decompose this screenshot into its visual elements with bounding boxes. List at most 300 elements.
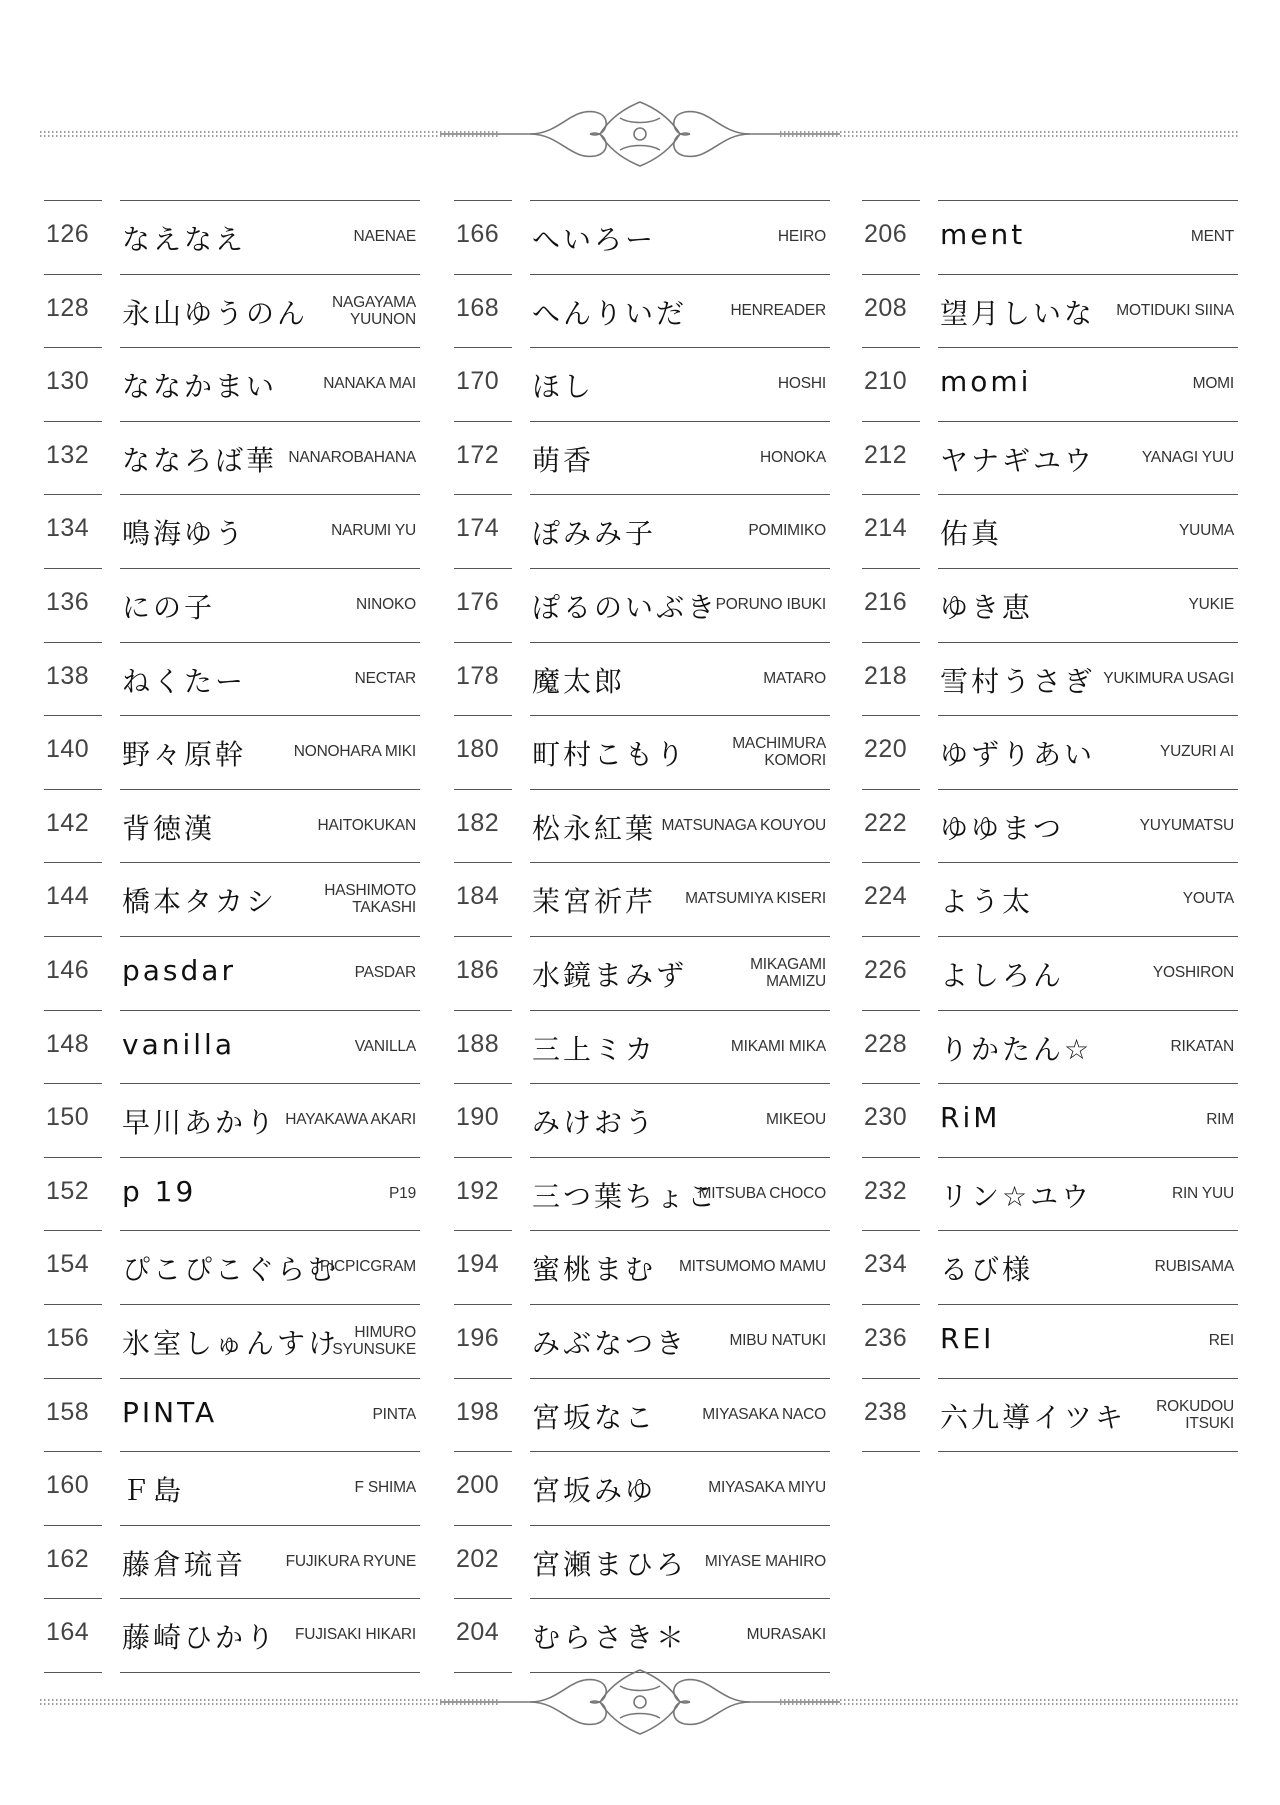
artist-romaji: MATARO — [763, 669, 826, 687]
rule-line — [862, 789, 920, 790]
rule-line — [530, 274, 830, 275]
index-entry — [454, 642, 834, 716]
artist-name: りかたん☆ — [940, 1032, 1093, 1066]
rule-line — [44, 862, 102, 863]
artist-name: ななろば華 — [122, 443, 278, 477]
rule-line — [862, 862, 920, 863]
artist-name: 宮瀬まひろ — [532, 1547, 688, 1581]
artist-name: ぴこぴこぐらむ — [122, 1253, 340, 1287]
artist-romaji: MIYASAKA NACO — [702, 1405, 826, 1423]
rule-line — [454, 347, 512, 348]
rule-line — [44, 1157, 102, 1158]
rule-line — [530, 1525, 830, 1526]
artist-romaji: MOTIDUKI SIINA — [1116, 301, 1234, 319]
page-number: 166 — [456, 220, 500, 248]
artist-name: ゆゆまつ — [940, 811, 1065, 845]
rule-line — [530, 421, 830, 422]
page-number: 194 — [456, 1250, 500, 1279]
artist-romaji: NAGAYAMA YUUNON — [332, 293, 416, 328]
artist-name: PINTA — [122, 1395, 218, 1429]
artist-name: みぶなつき — [532, 1326, 688, 1360]
page-number: 224 — [864, 882, 908, 911]
artist-name: 松永紅葉 — [532, 811, 657, 845]
artist-name: pasdar — [122, 953, 236, 987]
rule-line — [530, 642, 830, 643]
rule-line — [120, 862, 420, 863]
artist-name: 町村こもり — [532, 738, 688, 772]
rule-line — [454, 1451, 512, 1452]
rule-line — [862, 274, 920, 275]
rule-line — [454, 1083, 512, 1084]
artist-romaji: MITSUBA CHOCO — [698, 1184, 826, 1202]
index-entry — [862, 1304, 1242, 1378]
rule-line — [44, 421, 102, 422]
rule-line — [938, 1378, 1238, 1379]
rule-line — [120, 1157, 420, 1158]
page-number: 204 — [456, 1618, 500, 1647]
rule-line — [862, 1230, 920, 1231]
rule-line — [862, 1010, 920, 1011]
index-entry — [454, 274, 834, 348]
artist-name: 六九導イツキ — [940, 1400, 1127, 1434]
artist-romaji: MIYASAKA MIYU — [708, 1479, 826, 1497]
index-entry — [454, 1304, 834, 1378]
artist-name: ほし — [532, 370, 595, 404]
page-number: 176 — [456, 587, 500, 616]
page-number: 232 — [864, 1176, 908, 1205]
artist-name: ゆずりあい — [940, 738, 1096, 772]
artist-name: 永山ゆうのん — [122, 296, 309, 330]
rule-line — [530, 568, 830, 569]
page-number: 218 — [864, 661, 908, 690]
artist-romaji: MIYASE MAHIRO — [704, 1552, 826, 1570]
rule-line — [862, 1083, 920, 1084]
rule-line — [120, 494, 420, 495]
index-entry — [44, 1525, 424, 1599]
artist-romaji: YUUMA — [1179, 522, 1234, 540]
artist-romaji: MITSUMOMO MAMU — [678, 1258, 826, 1276]
index-entry — [44, 1230, 424, 1304]
page-number: 182 — [456, 808, 500, 837]
index-entry — [44, 715, 424, 789]
artist-name: 魔太郎 — [532, 664, 626, 698]
rule-line — [44, 347, 102, 348]
rule-line — [44, 715, 102, 716]
rule-line — [938, 274, 1238, 275]
rule-line — [530, 347, 830, 348]
artist-name: なえなえ — [122, 223, 247, 256]
rule-line — [454, 1230, 512, 1231]
page-number: 174 — [456, 514, 500, 543]
index-entry — [44, 789, 424, 863]
artist-romaji: FUJISAKI HIKARI — [294, 1626, 416, 1644]
page-number: 168 — [456, 293, 500, 322]
artist-name: 萌香 — [532, 443, 595, 477]
page-number: 220 — [864, 735, 908, 764]
page-number: 230 — [864, 1103, 908, 1132]
rule-line — [530, 936, 830, 937]
rule-line — [120, 789, 420, 790]
page-number: 228 — [864, 1029, 908, 1058]
rule-line — [938, 715, 1238, 716]
page-number: 126 — [46, 220, 90, 248]
rule-line — [862, 494, 920, 495]
rule-line — [44, 1378, 102, 1379]
artist-name: よう太 — [940, 885, 1034, 919]
artist-romaji: RIM — [1206, 1111, 1234, 1129]
rule-line — [938, 421, 1238, 422]
rule-line — [120, 568, 420, 569]
page-number: 222 — [864, 808, 908, 837]
rule-line — [862, 568, 920, 569]
rule-line — [454, 1010, 512, 1011]
index-entry — [44, 347, 424, 421]
index-entry — [454, 1157, 834, 1231]
rule-line — [44, 274, 102, 275]
artist-name: 氷室しゅんすけ — [122, 1326, 340, 1360]
index-entry — [454, 1010, 834, 1084]
rule-line — [120, 274, 420, 275]
artist-name: 佑真 — [940, 517, 1003, 551]
artist-name: 水鏡まみず — [532, 958, 688, 992]
rule-line — [120, 642, 420, 643]
rule-line — [120, 421, 420, 422]
index-entry — [454, 568, 834, 642]
rule-line — [938, 936, 1238, 937]
artist-name: よしろん — [940, 958, 1065, 992]
artist-romaji: MIBU NATUKI — [729, 1331, 826, 1349]
rule-line — [454, 642, 512, 643]
artist-name: へんりいだ — [532, 296, 688, 330]
artist-romaji: MATSUNAGA KOUYOU — [661, 816, 826, 834]
index-entry — [44, 1451, 424, 1525]
index-entry — [862, 347, 1242, 421]
page-number: 206 — [864, 220, 908, 248]
rule-line — [938, 494, 1238, 495]
index-entry — [44, 200, 424, 274]
bottom-ornament-divider — [0, 1656, 1280, 1746]
rule-line — [530, 1378, 830, 1379]
rule-line — [454, 274, 512, 275]
rule-line — [938, 1157, 1238, 1158]
rule-line — [938, 789, 1238, 790]
rule-line — [862, 1304, 920, 1305]
index-entry — [44, 1010, 424, 1084]
artist-name: ment — [940, 218, 1026, 251]
index-entry — [454, 347, 834, 421]
index-entry — [454, 1525, 834, 1599]
index-entry — [862, 494, 1242, 568]
rule-line — [454, 494, 512, 495]
rule-line — [454, 200, 512, 201]
artist-romaji: HAITOKUKAN — [317, 816, 416, 834]
page-number: 186 — [456, 955, 500, 984]
rule-line — [530, 1451, 830, 1452]
page-number: 184 — [456, 882, 500, 911]
index-entry — [862, 715, 1242, 789]
artist-romaji: HAYAKAWA AKARI — [285, 1111, 416, 1129]
artist-romaji: ROKUDOU ITSUKI — [1156, 1397, 1234, 1432]
artist-romaji: HONOKA — [760, 448, 826, 466]
index-entry — [44, 1157, 424, 1231]
artist-romaji: PORUNO IBUKI — [715, 595, 826, 613]
artist-romaji: FUJIKURA RYUNE — [285, 1552, 416, 1570]
page-number: 156 — [46, 1323, 90, 1352]
artist-name: ねくたー — [122, 664, 247, 698]
page-number: 146 — [46, 955, 90, 984]
page-number: 180 — [456, 735, 500, 764]
artist-name: 雪村うさぎ — [940, 664, 1096, 698]
artist-name: るび様 — [940, 1253, 1034, 1287]
index-entry — [44, 642, 424, 716]
index-entry — [454, 862, 834, 936]
index-entry — [44, 862, 424, 936]
rule-line — [862, 1378, 920, 1379]
rule-line — [454, 936, 512, 937]
index-entry — [454, 1378, 834, 1452]
index-entry — [454, 936, 834, 1010]
artist-romaji: YUZURI AI — [1160, 743, 1234, 761]
page-number: 150 — [46, 1103, 90, 1132]
rule-line — [938, 1230, 1238, 1231]
rule-line — [120, 1378, 420, 1379]
rule-line — [44, 1230, 102, 1231]
rule-line — [938, 347, 1238, 348]
page-number: 238 — [864, 1397, 908, 1426]
rule-line — [530, 1083, 830, 1084]
index-entry — [862, 568, 1242, 642]
index-entry — [862, 1010, 1242, 1084]
index-entry — [454, 789, 834, 863]
artist-name: 野々原幹 — [122, 738, 247, 772]
rule-line — [530, 1304, 830, 1305]
rule-line — [530, 1010, 830, 1011]
rule-line — [120, 715, 420, 716]
artist-romaji: HEIRO — [777, 228, 826, 245]
rule-line — [44, 1598, 102, 1599]
page-number: 212 — [864, 440, 908, 469]
rule-line — [862, 347, 920, 348]
index-entry — [862, 642, 1242, 716]
page-number: 152 — [46, 1176, 90, 1205]
index-entry — [454, 200, 834, 274]
column-1 — [44, 200, 424, 1672]
index-entry — [44, 936, 424, 1010]
rule-line — [44, 1451, 102, 1452]
rule-line — [938, 568, 1238, 569]
rule-line — [454, 1598, 512, 1599]
artist-name: 鳴海ゆう — [122, 517, 247, 551]
artist-name: 茉宮祈芹 — [532, 885, 657, 919]
page-number: 226 — [864, 955, 908, 984]
index-entry — [454, 1230, 834, 1304]
artist-romaji: NANAROBAHANA — [288, 448, 416, 466]
rule-line — [120, 347, 420, 348]
page-number: 128 — [46, 293, 90, 322]
artist-name: 藤崎ひかり — [122, 1621, 278, 1655]
page-number: 160 — [46, 1471, 90, 1500]
artist-romaji: MIKAGAMI MAMIZU — [750, 955, 826, 990]
rule-line — [44, 1010, 102, 1011]
rule-line — [862, 1451, 920, 1452]
rule-line — [120, 936, 420, 937]
artist-romaji: YUKIE — [1188, 595, 1234, 613]
rule-line — [454, 1378, 512, 1379]
rule-line — [120, 1451, 420, 1452]
page-number: 172 — [456, 440, 500, 469]
artist-romaji: PINTA — [372, 1405, 416, 1423]
artist-name: 宮坂なこ — [532, 1400, 657, 1434]
page-number: 148 — [46, 1029, 90, 1058]
artist-name: REI — [940, 1321, 995, 1355]
rule-line — [454, 1304, 512, 1305]
rule-line — [454, 1157, 512, 1158]
page-number: 234 — [864, 1250, 908, 1279]
rule-line — [530, 1598, 830, 1599]
artist-romaji: NAENAE — [353, 228, 416, 245]
rule-line — [120, 1083, 420, 1084]
artist-name: 橋本タカシ — [122, 885, 278, 919]
page-number: 192 — [456, 1176, 500, 1205]
artist-romaji: YANAGI YUU — [1141, 448, 1234, 466]
top-ornament-divider — [0, 88, 1280, 178]
index-entry — [862, 862, 1242, 936]
artist-romaji: NANAKA MAI — [323, 375, 416, 393]
rule-line — [938, 1304, 1238, 1305]
page-number: 178 — [456, 661, 500, 690]
rule-line — [938, 862, 1238, 863]
artist-name: ゆき恵 — [940, 590, 1034, 624]
page-number: 190 — [456, 1103, 500, 1132]
artist-romaji: MATSUMIYA KISERI — [685, 890, 826, 908]
rule-line — [938, 1083, 1238, 1084]
artist-romaji: POMIMIKO — [748, 522, 826, 540]
artist-name: 藤倉琉音 — [122, 1547, 247, 1581]
column-3 — [862, 200, 1242, 1451]
rule-line — [862, 642, 920, 643]
rule-line — [44, 1083, 102, 1084]
rule-line — [44, 1525, 102, 1526]
artist-romaji: RUBISAMA — [1154, 1258, 1234, 1276]
artist-name: ヤナギユウ — [940, 443, 1096, 477]
rule-line — [44, 1304, 102, 1305]
rule-line — [938, 200, 1238, 201]
rule-line — [120, 1598, 420, 1599]
rule-line — [120, 200, 420, 201]
artist-romaji: MOMI — [1192, 375, 1234, 393]
artist-name: 三上ミカ — [532, 1032, 657, 1066]
artist-romaji: HASHIMOTO TAKASHI — [324, 882, 416, 917]
page-number: 200 — [456, 1471, 500, 1500]
rule-line — [454, 421, 512, 422]
page-number: 188 — [456, 1029, 500, 1058]
page-number: 144 — [46, 882, 90, 911]
artist-name: 蜜桃まむ — [532, 1253, 657, 1287]
page-number: 208 — [864, 293, 908, 322]
rule-line — [530, 862, 830, 863]
artist-romaji: RIKATAN — [1170, 1037, 1234, 1055]
index-entry — [44, 1083, 424, 1157]
page-number: 132 — [46, 440, 90, 469]
artist-romaji: YUYUMATSU — [1139, 816, 1234, 834]
artist-romaji: HOSHI — [777, 375, 826, 393]
artist-name: みけおう — [532, 1106, 657, 1140]
artist-romaji: NINOKO — [356, 595, 416, 613]
rule-line — [530, 789, 830, 790]
rule-line — [862, 421, 920, 422]
artist-name: Ｆ島 — [122, 1474, 185, 1508]
rule-line — [44, 789, 102, 790]
rule-line — [120, 1525, 420, 1526]
artist-name: 望月しいな — [940, 296, 1096, 330]
page-number: 210 — [864, 367, 908, 396]
artist-name: vanilla — [122, 1027, 235, 1061]
page-number: 162 — [46, 1544, 90, 1573]
page-number: 170 — [456, 367, 500, 396]
index-entry — [862, 789, 1242, 863]
artist-name: ぽみみ子 — [532, 517, 657, 551]
artist-romaji: YUKIMURA USAGI — [1103, 669, 1234, 687]
page-number: 236 — [864, 1323, 908, 1352]
artist-name: ぽるのいぶき — [532, 590, 719, 624]
index-entry — [862, 1378, 1242, 1452]
rule-line — [454, 715, 512, 716]
artist-name: p 19 — [122, 1174, 197, 1208]
rule-line — [120, 1230, 420, 1231]
rule-line — [862, 1157, 920, 1158]
artist-romaji: F SHIMA — [354, 1479, 416, 1497]
index-entry — [862, 200, 1242, 274]
artist-name: 宮坂みゆ — [532, 1474, 657, 1508]
rule-line — [44, 642, 102, 643]
rule-line — [454, 789, 512, 790]
rule-line — [454, 568, 512, 569]
rule-line — [530, 1230, 830, 1231]
artist-romaji: MIKAMI MIKA — [730, 1037, 826, 1055]
rule-line — [44, 494, 102, 495]
page-number: 164 — [46, 1618, 90, 1647]
index-entry — [862, 936, 1242, 1010]
artist-romaji: YOSHIRON — [1152, 963, 1234, 981]
artist-name: RiM — [940, 1101, 1001, 1135]
artist-romaji: PICPICGRAM — [319, 1258, 416, 1276]
page-number: 158 — [46, 1397, 90, 1426]
index-entry — [44, 568, 424, 642]
rule-line — [44, 936, 102, 937]
artist-romaji: YOUTA — [1182, 890, 1234, 908]
artist-name: momi — [940, 365, 1032, 399]
index-entry — [44, 274, 424, 348]
artist-romaji: NARUMI YU — [331, 522, 416, 540]
artist-romaji: P19 — [389, 1184, 416, 1202]
page-number: 142 — [46, 808, 90, 837]
page-number: 130 — [46, 367, 90, 396]
artist-romaji: HENREADER — [730, 301, 826, 319]
artist-name: へいろー — [532, 223, 657, 256]
index-entry — [862, 1083, 1242, 1157]
artist-romaji: MACHIMURA KOMORI — [732, 735, 826, 770]
index-entry — [862, 1157, 1242, 1231]
index-entry — [44, 421, 424, 495]
rule-line — [530, 715, 830, 716]
rule-line — [120, 1010, 420, 1011]
artist-romaji: VANILLA — [354, 1037, 416, 1055]
index-entry — [44, 1304, 424, 1378]
page-number: 216 — [864, 587, 908, 616]
index-entry — [454, 1083, 834, 1157]
index-entry — [862, 1230, 1242, 1304]
page-number: 140 — [46, 735, 90, 764]
